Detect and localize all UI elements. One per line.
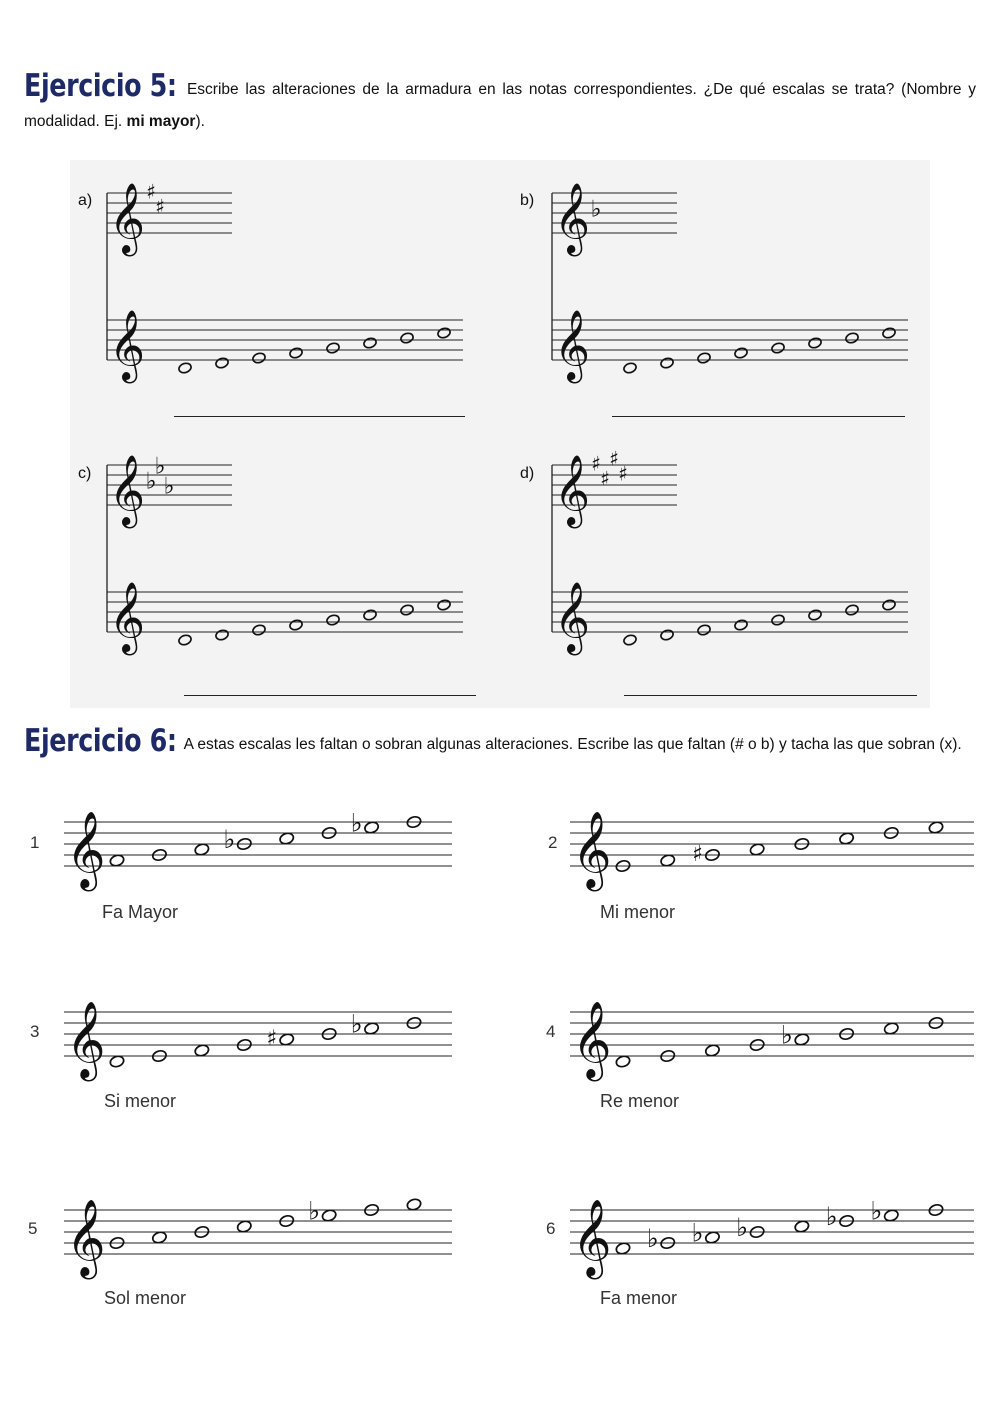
whole-note-icon xyxy=(697,624,712,636)
whole-note-icon xyxy=(109,1055,125,1069)
flat-icon: ♭ xyxy=(145,468,157,495)
staff-lines xyxy=(107,320,463,360)
scale-number: 6 xyxy=(546,1219,556,1238)
whole-note-icon xyxy=(326,342,341,354)
whole-note-icon xyxy=(704,1044,720,1058)
whole-note-icon xyxy=(215,629,230,641)
flat-icon: ♭ xyxy=(780,1020,793,1050)
whole-note-icon xyxy=(882,327,897,339)
whole-note-icon xyxy=(771,614,786,626)
whole-note-icon xyxy=(749,843,765,857)
whole-note-icon xyxy=(194,1044,210,1058)
flat-icon: ♭ xyxy=(691,1218,704,1248)
flat-icon: ♭ xyxy=(736,1212,749,1242)
whole-note-icon xyxy=(178,634,193,646)
whole-note-icon xyxy=(734,619,749,631)
whole-note-icon xyxy=(326,614,341,626)
answer-line-d[interactable] xyxy=(624,695,917,696)
whole-note-icon xyxy=(400,332,415,344)
whole-note-icon xyxy=(215,357,230,369)
whole-note-icon xyxy=(406,1198,422,1212)
staff-lines xyxy=(64,822,452,866)
whole-note-icon xyxy=(194,843,210,857)
whole-note-icon xyxy=(928,821,944,835)
whole-note-icon xyxy=(279,832,295,846)
treble-clef-icon: 𝄞 xyxy=(572,1000,612,1079)
answer-line-a[interactable] xyxy=(174,416,465,417)
staff-lines xyxy=(64,1012,452,1056)
item-label: d) xyxy=(520,465,535,482)
whole-note-icon xyxy=(400,604,415,616)
treble-clef-icon: 𝄞 xyxy=(109,309,146,381)
item-label: c) xyxy=(78,465,92,482)
flat-icon: ♭ xyxy=(870,1196,883,1226)
whole-note-icon xyxy=(697,352,712,364)
whole-note-icon xyxy=(615,1242,631,1256)
treble-clef-icon: 𝄞 xyxy=(554,581,591,653)
whole-note-icon xyxy=(363,337,378,349)
whole-note-icon xyxy=(289,347,304,359)
staff-lines xyxy=(64,1210,452,1254)
whole-note-icon xyxy=(882,599,897,611)
staff-system-c xyxy=(105,452,467,652)
exercise-6-text: A estas escalas les faltan o sobran algunas alteraciones. Escribe las que faltan (# o b) y tacha las que sobran (x). xyxy=(180,736,962,753)
scale-number: 3 xyxy=(30,1022,40,1041)
treble-clef-icon: 𝄞 xyxy=(554,182,591,254)
whole-note-icon xyxy=(794,1033,810,1047)
treble-clef-icon: 𝄞 xyxy=(66,1000,106,1079)
whole-note-icon xyxy=(623,362,638,374)
treble-clef-icon: 𝄞 xyxy=(109,581,146,653)
whole-note-icon xyxy=(437,599,452,611)
whole-note-icon xyxy=(883,1022,899,1036)
answer-line-b[interactable] xyxy=(612,416,905,417)
example-answer: mi mayor xyxy=(126,113,196,130)
flat-icon: ♭ xyxy=(350,808,363,838)
scale-staff-5 xyxy=(62,1188,454,1278)
sharp-icon: ♯ xyxy=(155,194,165,219)
whole-note-icon xyxy=(771,342,786,354)
treble-clef-icon: 𝄞 xyxy=(109,182,146,254)
scale-name: Fa Mayor xyxy=(102,902,179,922)
scale-number: 1 xyxy=(30,833,40,852)
flat-icon: ♭ xyxy=(163,473,175,500)
exercise-5-title: Ejercicio 5: xyxy=(24,68,177,104)
whole-note-icon xyxy=(289,619,304,631)
scale-name: Si menor xyxy=(104,1091,177,1111)
whole-note-icon xyxy=(660,357,675,369)
scale-staff-6 xyxy=(568,1188,976,1278)
whole-note-icon xyxy=(236,1220,252,1234)
staff-lines xyxy=(570,1012,974,1056)
staff-lines xyxy=(570,1210,974,1254)
whole-note-icon xyxy=(363,609,378,621)
whole-note-icon xyxy=(364,1022,380,1036)
sharp-icon: ♯ xyxy=(146,179,156,204)
treble-clef-icon: 𝄞 xyxy=(572,1198,612,1277)
treble-clef-icon: 𝄞 xyxy=(572,810,612,889)
whole-note-icon xyxy=(109,854,125,868)
treble-clef-icon: 𝄞 xyxy=(554,309,591,381)
answer-line-c[interactable] xyxy=(184,695,476,696)
whole-note-icon xyxy=(704,1231,720,1245)
exercise-5-text: Escribe las alteraciones de la armadura en las notas correspondientes. ¿De qué escalas se trata? (Nombre y modalidad. Ej. mi mayor). xyxy=(24,81,976,130)
whole-note-icon xyxy=(252,352,267,364)
whole-note-icon xyxy=(151,1231,167,1245)
staff-lines xyxy=(552,592,908,632)
whole-note-icon xyxy=(845,604,860,616)
staff-system-d xyxy=(550,446,912,653)
scale-number: 5 xyxy=(28,1219,38,1238)
whole-note-icon xyxy=(808,337,823,349)
whole-note-icon xyxy=(623,634,638,646)
scale-number: 4 xyxy=(546,1022,556,1041)
scale-staff-1 xyxy=(62,800,454,890)
treble-clef-icon: 𝄞 xyxy=(109,454,146,526)
exercise-6-instructions xyxy=(24,725,976,761)
whole-note-icon xyxy=(615,1055,631,1069)
treble-clef-icon: 𝄞 xyxy=(554,454,591,526)
sharp-icon: ♯ xyxy=(266,1026,278,1052)
flat-icon: ♭ xyxy=(646,1223,659,1253)
flat-icon: ♭ xyxy=(590,196,602,223)
flat-icon: ♭ xyxy=(154,453,166,480)
sharp-icon: ♯ xyxy=(692,842,703,868)
flat-icon: ♭ xyxy=(308,1196,321,1226)
whole-note-icon xyxy=(845,332,860,344)
whole-note-icon xyxy=(364,821,380,835)
flat-icon: ♭ xyxy=(825,1201,838,1231)
whole-note-icon xyxy=(734,347,749,359)
staff-lines xyxy=(107,592,463,632)
treble-clef-icon: 𝄞 xyxy=(66,1198,106,1277)
scale-name: Mi menor xyxy=(600,902,676,922)
staff-lines xyxy=(552,320,908,360)
whole-note-icon xyxy=(279,1033,295,1047)
item-label: b) xyxy=(520,192,535,209)
scale-name: Re menor xyxy=(600,1091,680,1111)
sharp-icon: ♯ xyxy=(609,446,619,471)
whole-note-icon xyxy=(252,624,267,636)
scale-name: Fa menor xyxy=(600,1288,678,1308)
treble-clef-icon: 𝄞 xyxy=(66,810,106,889)
staff-system-b xyxy=(550,180,912,380)
flat-icon: ♭ xyxy=(223,824,236,854)
whole-note-icon xyxy=(794,1220,810,1234)
scale-staff-2 xyxy=(568,800,976,890)
whole-note-icon xyxy=(883,1209,899,1223)
whole-note-icon xyxy=(660,854,676,868)
flat-icon: ♭ xyxy=(350,1009,363,1039)
scale-number: 2 xyxy=(548,833,558,852)
whole-note-icon xyxy=(178,362,193,374)
scale-staff-4 xyxy=(568,990,976,1080)
whole-note-icon xyxy=(660,629,675,641)
sharp-icon: ♯ xyxy=(600,466,610,491)
scale-name: Sol menor xyxy=(104,1288,187,1308)
whole-note-icon xyxy=(437,327,452,339)
sharp-icon: ♯ xyxy=(618,461,628,486)
scale-staff-3 xyxy=(62,990,454,1080)
exercise-6-title: Ejercicio 6: xyxy=(24,723,177,759)
whole-note-icon xyxy=(321,1209,337,1223)
staff-lines xyxy=(570,822,974,866)
whole-note-icon xyxy=(839,832,855,846)
staff-system-a xyxy=(105,180,467,380)
exercise-5-instructions xyxy=(24,70,976,138)
item-label: a) xyxy=(78,192,93,209)
whole-note-icon xyxy=(808,609,823,621)
sharp-icon: ♯ xyxy=(591,451,601,476)
